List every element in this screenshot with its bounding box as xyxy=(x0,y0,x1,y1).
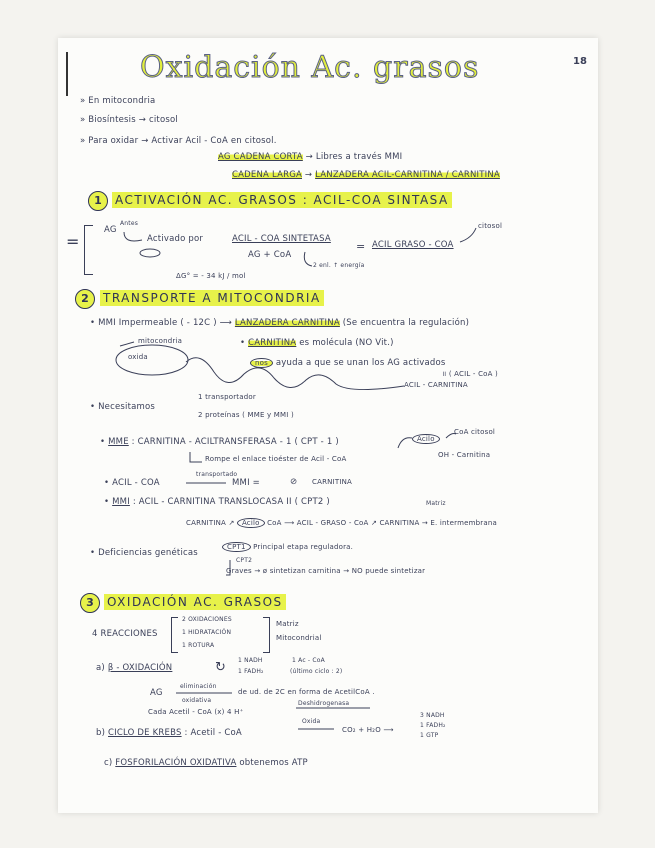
beta-nadh: 1 NADH xyxy=(238,657,263,664)
acil-carnitina-label: ACIL - CARNITINA xyxy=(404,381,468,389)
ag-elim-label: AG xyxy=(150,688,163,698)
oxidativa: oxidativa xyxy=(182,697,212,704)
reaction-row: CARNITINA ↗ Acilo CoA ⟶ ACIL - GRASO - CoA ↗ CARNITINA → E. intermembrana xyxy=(186,519,497,527)
nec-transportador: 1 transportador xyxy=(198,393,256,401)
mito-pointer xyxy=(120,342,134,346)
mmi-text: : ACIL - CARNITINA TRANSLOCASA II ( CPT2 ) xyxy=(132,497,330,507)
cada-h: 4 H⁺ xyxy=(227,708,244,716)
r-coa: CoA xyxy=(267,519,282,527)
section-1-title-text: ACTIVACIÓN AC. GRASOS : ACIL-COA SINTASA xyxy=(112,192,452,208)
cadena-larga-label: CADENA LARGA xyxy=(232,170,302,180)
krebs-acetil: Acetil - CoA xyxy=(190,728,242,738)
mme-label: MME xyxy=(108,437,129,447)
oh-carnitina: OH - Carnitina xyxy=(438,451,491,459)
beta-oxidacion: β - OXIDACIÓN xyxy=(107,663,173,673)
mme-line: • MME : CARNITINA - ACILTRANSFERASA - 1 ( CPT - 1 ) xyxy=(100,437,339,447)
r-arrow: ⟶ xyxy=(284,519,295,527)
section-3-number: 3 xyxy=(80,593,100,613)
page-number: 18 xyxy=(573,56,587,67)
necesitamos: • Necesitamos xyxy=(90,402,156,412)
cuatro-reacciones: 4 REACCIONES xyxy=(92,629,158,639)
eliminacion: eliminación xyxy=(180,683,217,690)
delta-g: ΔG° = - 34 kJ / mol xyxy=(176,272,246,280)
r-arrow-2: → xyxy=(421,519,428,527)
nos-circle: nos xyxy=(250,358,273,368)
cadena-corta-text: → Libres a través MMI xyxy=(305,152,403,162)
cadena-corta-label: AG CADENA CORTA xyxy=(218,152,303,162)
cpt1-desc: Principal etapa reguladora. xyxy=(253,543,354,551)
r-hidratacion: 1 HIDRATACIÓN xyxy=(182,629,232,636)
big-equals: = xyxy=(66,232,80,251)
activado-label: Activado por xyxy=(147,234,204,244)
r-e-intermembrana: E. intermembrana xyxy=(430,519,497,527)
r-oxidaciones: 2 OXIDACIONES xyxy=(182,616,232,623)
cada-text: Cada Acetil - CoA xyxy=(148,708,212,716)
activado-arrow xyxy=(124,232,142,241)
carnitina-arrow-label: CARNITINA xyxy=(312,478,353,486)
reactants: AG + CoA xyxy=(248,250,292,260)
section-1-number: 1 xyxy=(88,191,108,211)
product-acil-graso-coa: ACIL GRASO - COA xyxy=(372,240,454,250)
krebs-gtp: 1 GTP xyxy=(420,732,439,739)
rompe-arrow xyxy=(190,452,202,462)
cpt2-label: CPT2 xyxy=(236,557,253,564)
c-label: c) xyxy=(104,758,113,768)
acilo-arrow-1 xyxy=(398,438,412,448)
page-title: Oxidación Ac. grasos xyxy=(140,50,480,85)
bullet-oxidar: » Para oxidar → Activar Acil - CoA en citosol. xyxy=(80,136,277,146)
carnitina-desc: es molécula (NO Vit.) xyxy=(299,338,394,348)
mmi-line: • MMI : ACIL - CARNITINA TRANSLOCASA II ( CPT2 ) xyxy=(104,497,330,507)
r-carnitina-2: CARNITINA xyxy=(379,519,420,527)
cpt2-desc: Graves → ø sintetizan carnitina → NO puede sintetizar xyxy=(226,567,426,575)
b-label: b) xyxy=(96,728,106,738)
acil-coa-paren: ॥ ( ACIL - CoA ) xyxy=(442,370,498,378)
mitocondria-label: mitocondria xyxy=(138,337,183,345)
energy-arrow xyxy=(304,252,312,266)
r-acil-graso-coa: ACIL - GRASO - CoA xyxy=(296,519,369,527)
cadena-larga-text: LANZADERA ACIL-CARNITINA / CARNITINA xyxy=(315,170,500,180)
acilo-arrow-2 xyxy=(446,434,456,439)
zero-symbol: ⊘ xyxy=(290,477,298,487)
oxida-label: oxida xyxy=(128,353,148,361)
cadena-larga-arrow: → xyxy=(304,170,313,180)
carnitina-word: CARNITINA xyxy=(248,338,297,348)
citosol-label: citosol xyxy=(478,222,503,230)
matriz-label: Matriz xyxy=(426,500,446,507)
deficiencias: • Deficiencias genéticas xyxy=(90,548,198,558)
krebs-nadh: 3 NADH xyxy=(420,712,445,719)
cpt2-arrow xyxy=(226,560,230,575)
beta-accoa: 1 Ac - CoA xyxy=(292,657,325,664)
cycle-icon: ↻ xyxy=(215,660,227,675)
lipid-oval xyxy=(140,249,160,257)
cada-x: (x) xyxy=(214,708,225,716)
krebs-colon: : xyxy=(184,728,188,738)
regulacion-note: (Se encuentra la regulación) xyxy=(342,318,470,328)
wavy-connector xyxy=(186,358,404,390)
antes-label: Antes xyxy=(120,220,139,227)
acil-coa-line: • ACIL - COA xyxy=(104,478,160,488)
reaction-equals: = xyxy=(356,240,366,253)
krebs-products: CO₂ + H₂O ⟶ xyxy=(342,726,394,734)
mitochondria-shape xyxy=(116,345,188,375)
acilo-1: Acilo xyxy=(412,434,440,444)
r-acilo: Acilo xyxy=(237,518,265,528)
carnitina-def: • CARNITINA es molécula (NO Vit.) xyxy=(240,338,394,348)
nec-proteinas: 2 proteínas ( MME y MMI ) xyxy=(198,411,294,419)
loc-matriz: Matriz xyxy=(276,620,299,628)
mmi-impermeable-text: • MMI Impermeable ( - 12C ) ⟶ xyxy=(90,318,232,328)
cpt1-circle: CPT1 xyxy=(222,542,251,552)
section-3-title-text: OXIDACIÓN AC. GRASOS xyxy=(104,594,286,610)
beta-fadh: 1 FADH₂ xyxy=(238,668,264,675)
mmi-label: MMI xyxy=(112,497,130,507)
mme-text: : CARNITINA - ACILTRANSFERASA - 1 ( CPT - 1 ) xyxy=(131,437,339,447)
transportado-label: transportado xyxy=(196,471,238,478)
section-2-title-text: TRANSPORTE A MITOCONDRIA xyxy=(100,290,324,306)
deshidrogenasa: Deshidrogenasa xyxy=(298,700,350,707)
energy-label: 2 enl. ↑ energía xyxy=(313,262,365,269)
coa-citosol: CoA citosol xyxy=(454,428,496,436)
rompe-enlace: Rompe el enlace tioéster de Acil - CoA xyxy=(205,455,347,463)
ayuda-text: ayuda a que se unan los AG activados xyxy=(275,358,446,368)
bullet-mitocondria: » En mitocondria xyxy=(80,96,156,106)
mmi-eq: MMI = xyxy=(232,478,260,488)
loc-mitocondrial: Mitocondrial xyxy=(276,634,322,642)
fosfo-rest: obtenemos ATP xyxy=(239,758,308,768)
r-rotura: 1 ROTURA xyxy=(182,642,215,649)
bullet-biosintesis: » Biosíntesis → citosol xyxy=(80,115,178,125)
section-2-number: 2 xyxy=(75,289,95,309)
ag-label: AG xyxy=(104,225,117,235)
citosol-arrow xyxy=(460,228,476,242)
fosforilacion: FOSFORILACIÓN OXIDATIVA xyxy=(115,758,237,768)
beta-ultimo: (último ciclo : 2) xyxy=(290,668,343,675)
enzyme-sintetasa: ACIL - COA SINTETASA xyxy=(232,234,331,244)
lanzadera-carnitina: LANZADERA CARNITINA xyxy=(234,318,340,328)
ciclo-krebs: CICLO DE KREBS xyxy=(108,728,182,738)
a-label: a) xyxy=(96,663,105,673)
elim-rest: de ud. de 2C en forma de AcetilCoA . xyxy=(238,688,375,696)
krebs-fadh: 1 FADH₂ xyxy=(420,722,446,729)
r-carnitina: CARNITINA xyxy=(186,519,227,527)
krebs-oxida: Oxida xyxy=(302,718,321,725)
